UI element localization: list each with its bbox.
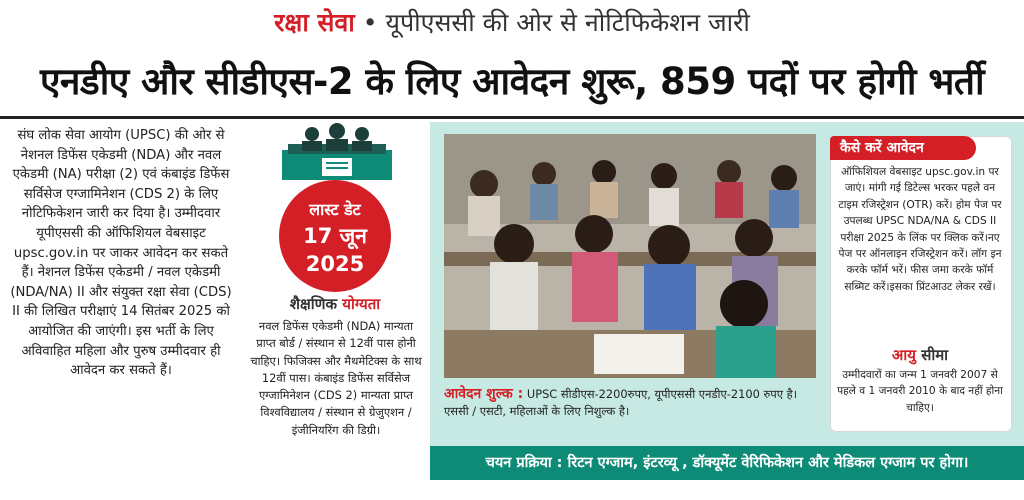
fee-label: आवेदन शुल्क : [444, 386, 524, 402]
age-limit-title-part1: आयु [891, 346, 916, 364]
last-date-day: 17 जून [303, 224, 367, 248]
how-to-apply-text: ऑफिशियल वेबसाइट upsc.gov.in पर जाएं। मांगी गई डिटेल्स भरकर पहले वन टाइम रजिस्ट्रेशन (OTR) करें। होम पेज पर उपलब्ध UPSC NDA/NA & CDS II परीक्षा 2025 के लिंक पर क्लिक करें।नए पेज पर ऑनलाइन रजिस्ट्रेशन करें। लॉग इन करके फॉर्म भरें। फीस जमा करके फॉर्म सब्मिट करें।इसका प्रिंटआउट लेकर रखें। [838, 166, 1002, 293]
qualification-title-part1: शैक्षणिक [289, 295, 338, 313]
age-limit-text: उम्मीदवारों का जन्म 1 जनवरी 2007 से पहले व 1 जनवरी 2010 के बाद नहीं होना चाहिए। [837, 369, 1003, 414]
headline: एनडीए और सीडीएस-2 के लिए आवेदन शुरू, 859 पदों पर होगी भर्ती [39, 60, 985, 103]
how-to-apply-title: कैसे करें आवेदन [830, 136, 976, 160]
last-date-label: लास्ट डेट [309, 200, 361, 219]
qualification-text: नवल डिफेंस एकेडमी (NDA) मान्यता प्राप्त बोर्ड / संस्थान से 12वीं पास होनी चाहिए। फिजिक्स और मैथमेटिक्स के साथ 12वीं पास। कंबाइंड डिफेंस सर्विसेज एग्जामिनेशन (CDS 2) मान्यता प्राप्त विश्वविद्यालय / संस्थान से ग्रेजुएशन /इंजीनियरिंग की डिग्री। [250, 319, 422, 437]
kicker-text: यूपीएससी की ओर से नोटिफिकेशन जारी [385, 8, 750, 37]
age-limit-title [836, 344, 1004, 366]
separator-dot: • [362, 8, 378, 37]
exam-hall-photo [444, 134, 816, 378]
qualification-title [255, 292, 415, 316]
fee-section [444, 386, 824, 450]
section-tag: रक्षा सेवा [274, 8, 355, 37]
body-paragraph: संघ लोक सेवा आयोग (UPSC) की ओर से नेशनल डिफेंस एकेडमी (NDA) और नवल एकेडमी (NA) परीक्षा (2) एवं कंबाइंड डिफेंस सर्विसेज एग्जामिनेशन (CDS 2) के लिए नोटिफिकेशन जारी कर दिया है। उम्मीदवार यूपीएससी की ऑफिशियल वेबसाइट upsc.gov.in पर जाकर आवेदन कर सकते हैं। नेशनल डिफेंस एकेडमी / नवल एकेडमी (NDA/NA) II और संयुक्त रक्षा सेवा (CDS) II की लिखित परीक्षाएं 14 सितंबर 2025 को आयोजित की जाएंगी। इस भर्ती के लिए अविवाहित महिला और पुरुष उम्मीदवार ही आवेदन कर सकते हैं। [10, 128, 232, 379]
last-date-badge [279, 180, 391, 292]
qualification-title-part2: योग्यता [342, 295, 381, 313]
headline-rule [0, 116, 1024, 119]
last-date-year: 2025 [305, 252, 365, 276]
kicker-line [0, 0, 1024, 46]
age-limit-title-part2: सीमा [921, 346, 949, 364]
interview-panel-illustration [282, 122, 392, 180]
fee-text: UPSC सीडीएस-2200रुपए, यूपीएससी एनडीए-2100 रुपए है। एससी / एसटी, महिलाओं के लिए निशुल्क है। [444, 387, 798, 418]
selection-process-bar: चयन प्रक्रिया : रिटन एग्जाम, इंटरव्यू , डॉक्यूमेंट वेरिफिकेशन और मेडिकल एग्जाम पर होगा। [430, 446, 1024, 480]
